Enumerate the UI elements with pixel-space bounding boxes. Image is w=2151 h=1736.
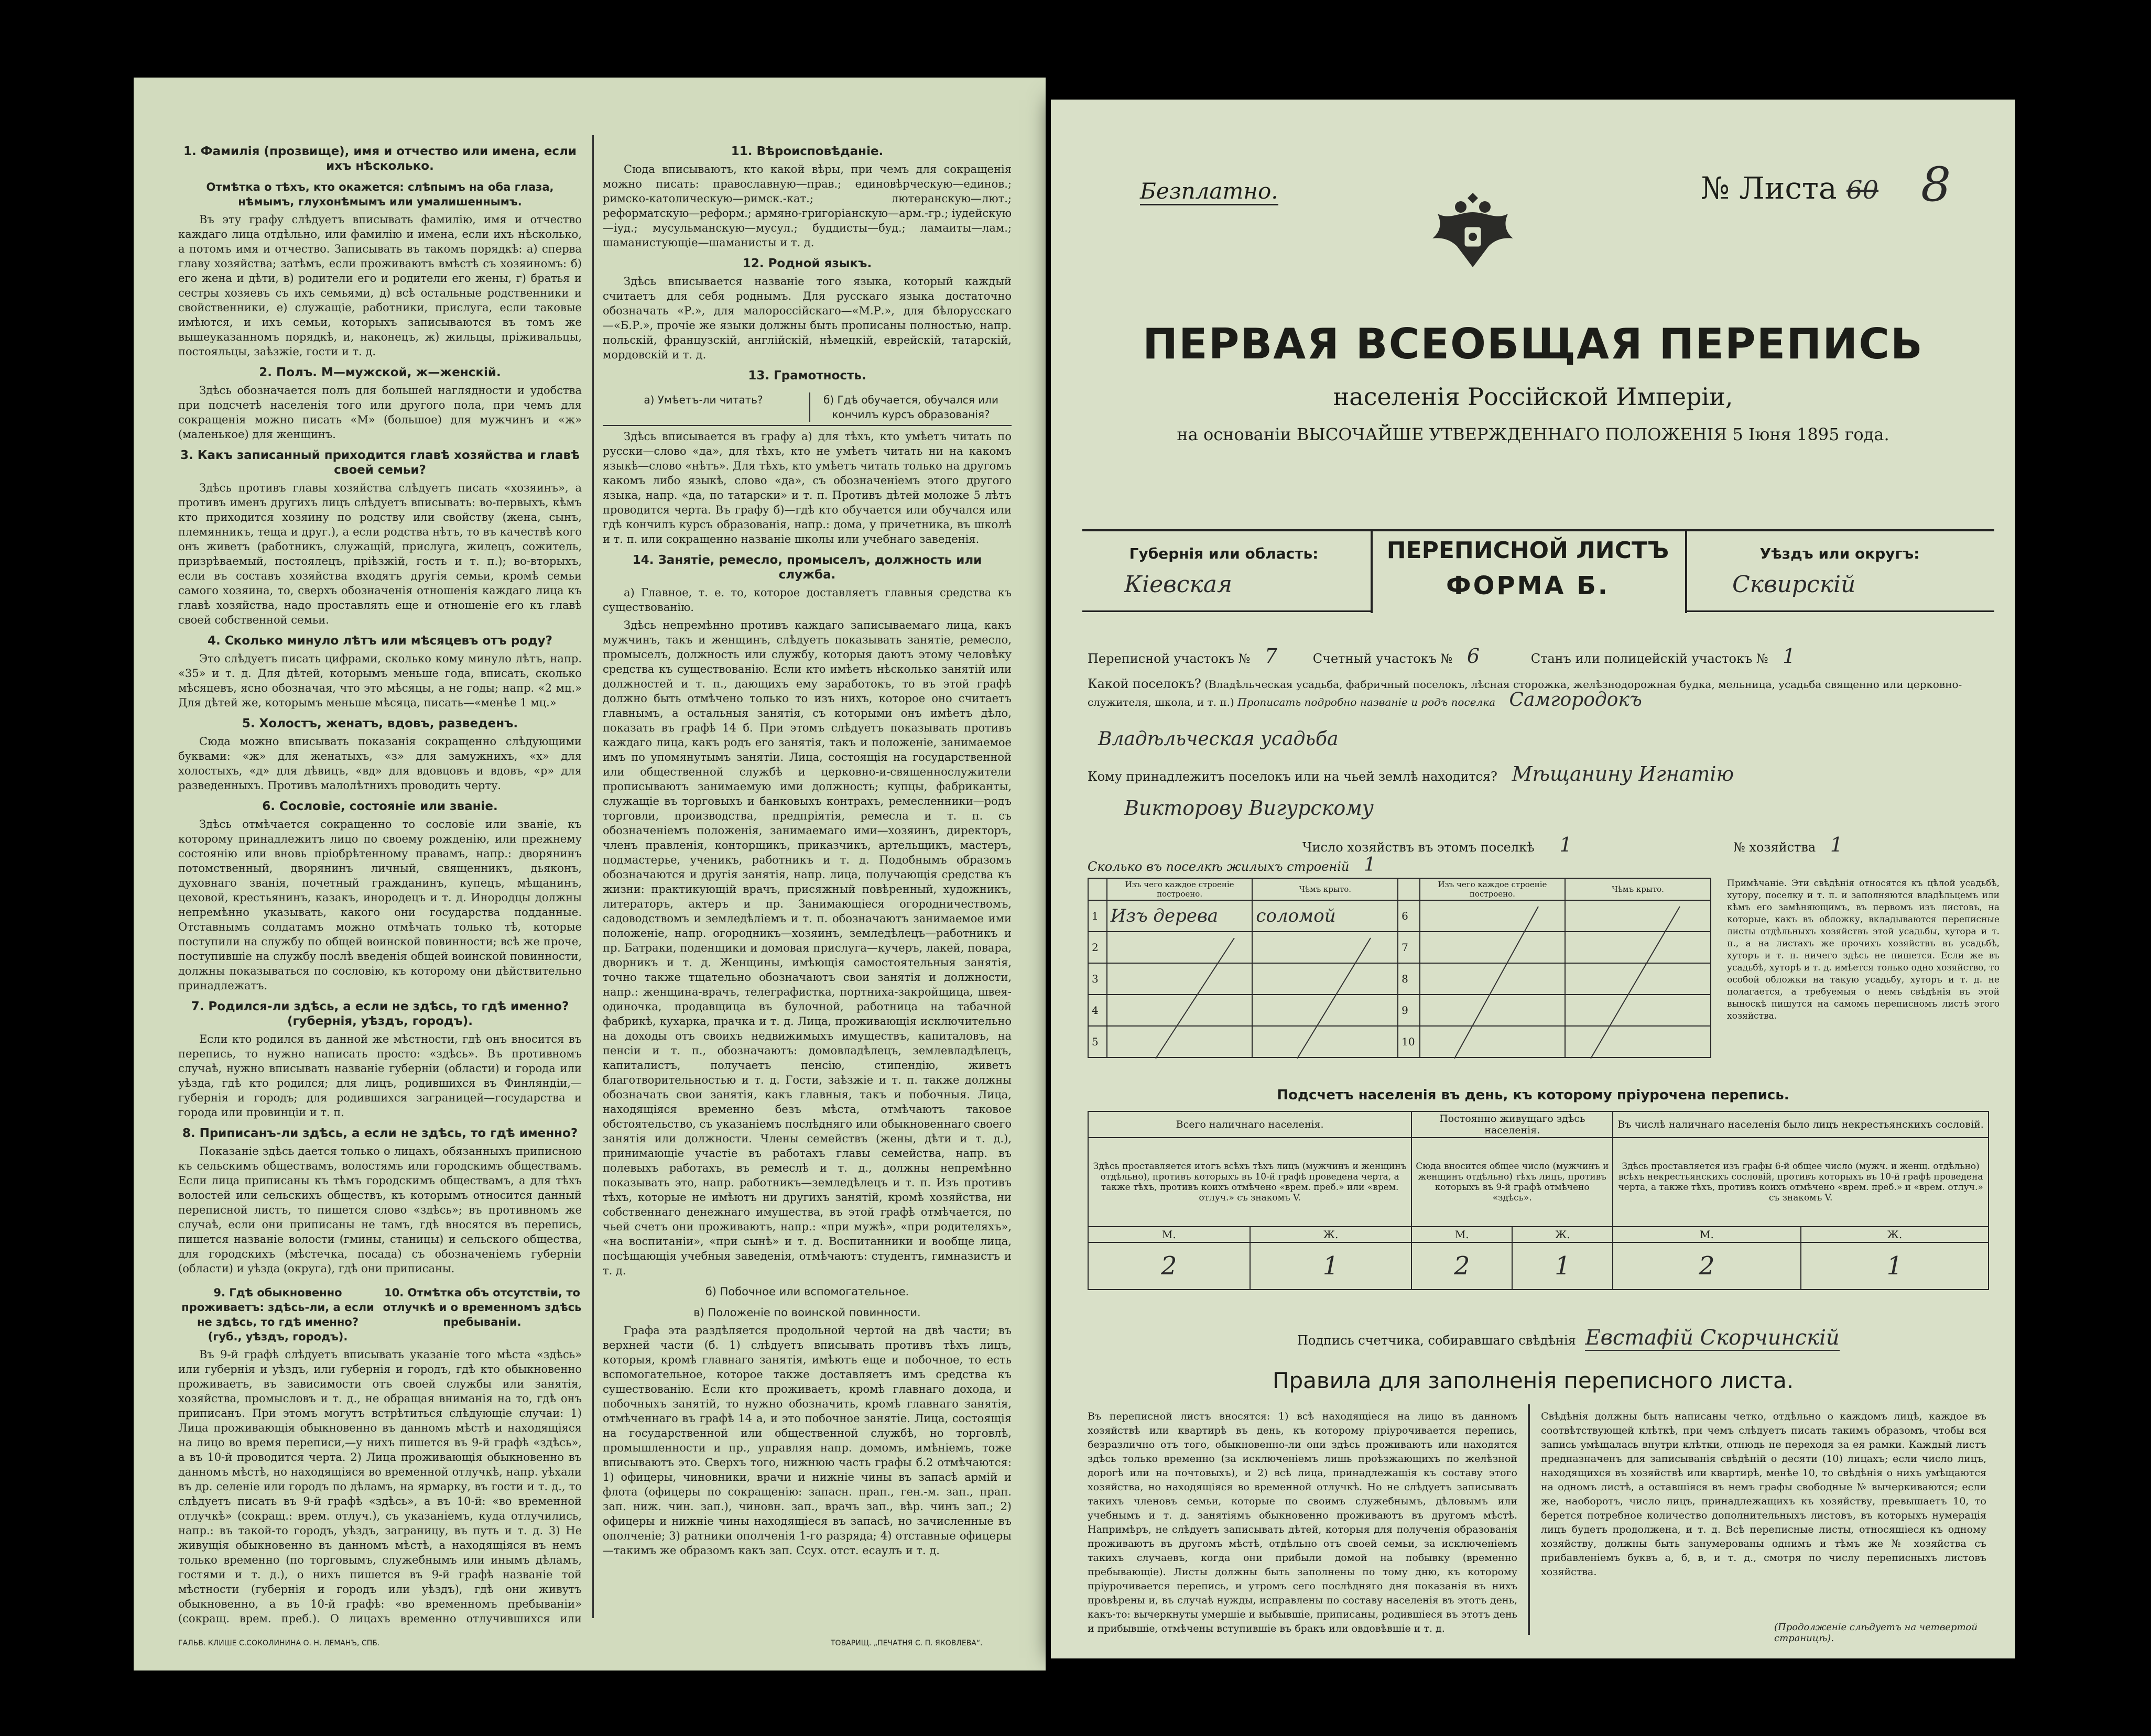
section-14a: а) Главное, т. е. то, которое доставляетъ главныя средства къ существованію. xyxy=(603,586,1012,614)
uezd-label: Уѣздъ или округъ: xyxy=(1759,545,1920,562)
hh-count-row xyxy=(1302,833,1843,856)
section-14-title: 14. Занятіе, ремесло, промыселъ, должность или служба. xyxy=(632,553,982,582)
section-12-text: Здѣсь вписывается названіе того языка, который каждый считаетъ для себя роднымъ. Для русскаго языка достаточно обозначать «Р.», для малороссійскаго—«М.Р.», для бѣлорусскаго—«Б.Р.», прочіе же языки должны быть прописаны полностью, напр. польскій, французскій, англійскій, нѣмецкій, еврейскій, татарскій, мордовскій и т. д. xyxy=(603,275,1012,361)
section-11-title: 11. Вѣроисповѣданіе. xyxy=(731,145,884,158)
buildings-table-header xyxy=(1088,878,1711,900)
buildings-header-roof-right: Чѣмъ крыто. xyxy=(1565,878,1711,900)
section-8-text: Показаніе здѣсь дается только о лицахъ, обязанныхъ приписною къ сельскимъ обществамъ, волостямъ или городскимъ обществамъ. Если лица приписаны къ тѣмъ городскимъ обществамъ, а для тѣхъ волостей или сельскихъ обществъ, къ которымъ относится данный переписной листъ, то пишется слово «здѣсь»; въ противномъ же случаѣ, если они приписаны не тамъ, гдѣ вносятся въ перепись, пишется названіе волости (гмины, станицы) и сельского общества, для городскихъ (мѣстечка, посада) съ обозначеніемъ губерніи (области) и уѣзда (округа), гдѣ они приписаны. xyxy=(178,1145,582,1275)
section-4-text: Это слѣдуетъ писать цифрами, сколько кому минуло лѣтъ, напр. «35» и т. д. Для дѣтей, которымъ меньше года, вписать, сколько мѣсяцевъ, ясно обозначая, что это мѣсяцы, а не годы; напр. «2 мц.» Для дѣтей же, которымъ меньше мѣсяца, писать—«менѣе 1 мц.» xyxy=(178,652,582,709)
column-divider xyxy=(592,135,594,1618)
row-number: 2 xyxy=(1088,932,1107,963)
female-header: Ж. xyxy=(1250,1227,1412,1242)
free-label: Безплатно. xyxy=(1140,178,1278,205)
section-13-title: 13. Грамотность. xyxy=(748,369,866,383)
male-header: М. xyxy=(1613,1227,1800,1242)
stan-label: Станъ или полицейскій участокъ № xyxy=(1530,651,1768,666)
count-desc-nonpeasant: Здѣсь проставляется изъ графы 6-й общее число (мужч. и женщ. отдѣльно) всѣхъ некрестьянскихъ сословій, противъ которыхъ въ 10-й графѣ проведена черта, а также тѣхъ, противъ коихъ отмѣчено «врем. преб.» и «врем. отлуч.» съ знакомъ V. xyxy=(1613,1138,1989,1227)
gubernia-label: Губернія или область: xyxy=(1129,545,1319,562)
poselok-description: (Владѣльческая усадьба, фабричный поселокъ, лѣсная сторожка, желѣзнодорожная будка, мельница, усадьба священно или церковно-служителя, школа, и т. п.) xyxy=(1088,678,1962,708)
poselok-name-value: Самгородокъ xyxy=(1509,689,1642,711)
buildings-value: 1 xyxy=(1364,854,1376,876)
header-divider-right xyxy=(1685,529,1687,613)
right-page xyxy=(1051,100,2015,1658)
imperial-eagle-emblem xyxy=(1428,189,1517,272)
counter-signature-value: Евстафій Скорчинскій xyxy=(1585,1326,1840,1350)
owner-value-2: Викторову Вигурскому xyxy=(1124,796,1374,820)
hh-no-value: 1 xyxy=(1830,833,1843,856)
count-title: Подсчетъ населенія въ день, къ которому пріурочена перепись. xyxy=(1277,1087,1789,1103)
section-13-text: Здѣсь вписывается въ графу а) для тѣхъ, кто умѣетъ читать по русски—слово «да», для тѣхъ, кто не умѣетъ читать ни на какомъ языкѣ—слово «нѣтъ». Для тѣхъ, кто умѣетъ читать только на другомъ какомъ либо языкѣ, слово «да», съ обозначеніемъ этого другого языка, напр. «да, по татарски» и т. п. Противъ дѣтей моложе 5 лѣтъ проводится черта. Въ графу б)—гдѣ кто обучается или обучался или гдѣ кончилъ курсъ образованія, напр.: дома, у причетника, въ школѣ и т. п. или сокращенно названіе школы или учебнаго заведенія. xyxy=(603,430,1012,545)
section-11-text: Сюда вписываютъ, кто какой вѣры, при чемъ для сокращенія можно писать: православную—прав.; единовѣрческую—единов.; римско-католическую—римск.-кат.; лютеранскую—лют.; реформатскую—реформ.; армяно-григоріанскую—арм.-гр.; іудейскую—іуд.; мусульманскую—мусул.; буддисты—буд.; ламаиты—лам.; шаманистующіе—шаманисты и т. д. xyxy=(603,163,1012,249)
buildings-row xyxy=(1088,854,1376,876)
owner-row xyxy=(1088,762,1734,785)
section-13b: б) Гдѣ обучается, обучался или кончилъ курсъ образованія? xyxy=(809,392,1012,422)
row-number: 6 xyxy=(1398,900,1419,932)
total-female: 1 xyxy=(1250,1242,1412,1290)
nonpeasant-female: 1 xyxy=(1801,1242,1989,1290)
hh-no-label: № хозяйства xyxy=(1733,840,1816,855)
census-title: ПЕРВАЯ ВСЕОБЩАЯ ПЕРЕПИСЬ xyxy=(1143,320,1924,368)
count-header-total: Всего наличнаго населенія. xyxy=(1088,1111,1411,1138)
section-10-title: 10. Отмѣтка объ отсутствіи, то отлучкѣ и о временномъ здѣсь пребываніи. xyxy=(383,1286,582,1328)
poselok-kind-value: Владѣльческая усадьба xyxy=(1098,728,1339,750)
count-header-permanent: Постоянно живущаго здѣсь населенія. xyxy=(1411,1111,1613,1138)
section-9-title: 9. Гдѣ обыкновенно проживаетъ: здѣсь-ли, а если не здѣсь, то гдѣ именно? (губ., уѣздъ, городъ). xyxy=(181,1286,374,1343)
gubernia-value: Кіевская xyxy=(1124,571,1233,598)
row-number: 9 xyxy=(1398,995,1419,1026)
poselok-row xyxy=(1088,676,1979,710)
header-rule-top xyxy=(1082,529,1994,531)
buildings-note: Примѣчаніе. Эти свѣдѣнія относятся къ цѣлой усадьбѣ, хутору, поселку и т. п. и заполняются владѣльцемъ или кѣмъ его замѣняющимъ, въ первомъ изъ листовъ, на которые, какъ въ обложку, вкладываются переписные листы отдѣльныхъ хозяйствъ этой усадьбы, хутора и т. п., а на листахъ же прочихъ хозяйствъ въ усадьбѣ, хуторъ и т. п. ничего здѣсь не пишется. Если же въ усадьбѣ, хуторѣ и т. д. имѣется только одно хозяйство, то особой обложки на такую усадьбу, хуторъ и т. д. не полагается, а требуемыя о немъ свѣдѣнія въ этой выноскѣ пишутся на самомъ переписномъ листѣ этого хозяйства. xyxy=(1727,878,2000,1021)
rules-right-column: Свѣдѣнія должны быть написаны четко, отдѣльно о каждомъ лицѣ, каждое въ соотвѣтствующей клѣткѣ, при чемъ слѣдуетъ писать такимъ образомъ, чтобы вся запись умѣщалась внутри клѣтки, отнюдь не переходя за ея рамки. Каждый листъ предназначенъ для записыванія свѣдѣній о десяти (10) лицахъ; если число лицъ, находящихся въ хозяйствѣ или квартирѣ, менѣе 10, то свѣдѣнія о нихъ умѣщаются на одномъ листѣ, а оставшіяся въ немъ графы свободные № вычеркиваются; если же, наоборотъ, число лицъ, принадлежащихъ къ хозяйству, превышаетъ 10, то берется потребное количество дополнительныхъ листовъ, въ которыхъ нумерація лицъ будетъ продолжена, и т. д. Всѣ переписные листы, относящіеся къ одному хозяйству, должны быть занумерованы однимъ и тѣмъ же № хозяйства съ прибавленіемъ буквъ а, б, в, и т. д., смотря по числу переписныхъ листовъ хозяйства. xyxy=(1541,1411,1986,1578)
section-13-subheaders xyxy=(603,386,1012,426)
schetny-value: 6 xyxy=(1466,645,1480,668)
female-header: Ж. xyxy=(1801,1227,1989,1242)
section-6-title: 6. Сословіе, состояніе или званіе. xyxy=(262,800,498,813)
census-subtitle: населенія Россійской Имперіи, xyxy=(1333,383,1733,411)
sheet-number-value: 60 xyxy=(1846,176,1879,205)
female-header: Ж. xyxy=(1512,1227,1613,1242)
header-rule-left xyxy=(1082,610,1371,612)
count-desc-total: Здѣсь проставляется итогъ всѣхъ тѣхъ лицъ (мужчинъ и женщинъ отдѣльно), противъ которыхъ въ 10-й графѣ проведена черта, а также тѣхъ, противъ коихъ отмѣчено «врем. преб.» или «врем. отлуч.» съ знакомъ V. xyxy=(1088,1138,1411,1227)
total-male: 2 xyxy=(1088,1242,1250,1290)
left-page xyxy=(134,78,1046,1671)
count-table-descriptions xyxy=(1088,1138,1989,1227)
section-9-text: Въ 9-й графѣ слѣдуетъ вписывать указаніе того мѣста «здѣсь» или губернія и уѣздъ, или губернія и городъ, гдѣ кто обыкновенно проживаетъ, въ зависимости отъ своей службы или занятія, хозяйства, промысловъ и т. д., не обращая вниманія на то, гдѣ онъ приписанъ. При этомъ могутъ встрѣтиться слѣдующіе случаи: 1) Лица проживающія обыкновенно въ данномъ мѣстѣ и находящіяся на лицо во время переписи,—у нихъ пишется въ 9-й графѣ «здѣсь», а въ 10-й проводится черта. 2) Лица проживающія обыкновенно въ данномъ мѣстѣ, но находящіяся во временной отлучкѣ, напр. уѣхали въ др. селеніе или городъ по дѣламъ, на ярмарку, въ гости и т. д., то слѣдуетъ писать въ 9-й графѣ «здѣсь», а въ 10-й: «во временной отлучкѣ» (сокращ.: врем. отлуч.), съ указаніемъ, куда отлучились, напр.: въ такой-то городъ, уѣздъ, заграницу, въ путь и т. д. 3) Не живущія обыкновенно въ данномъ мѣстѣ, а находящіяся въ немъ только временно (по торговымъ, служебнымъ или инымъ дѣламъ, гостями и т. д.), о нихъ пишется въ 9-й графѣ названіе той мѣстности (губернія и городъ или уѣздъ), гдѣ они живутъ обыкновенно, а въ 10-й графѣ: «во временномъ пребываніи» (сокращ. врем. преб.). О лицахъ временно отлучившихся или xyxy=(178,1348,582,1625)
buildings-strike-lines xyxy=(1088,901,1711,1064)
form-title: ПЕРЕПИСНОЙ ЛИСТЪ xyxy=(1386,537,1669,564)
left-footer-2: ТОВАРИЩ. „ПЕЧАТНЯ С. П. ЯКОВЛЕВА“. xyxy=(831,1639,983,1647)
form-subtitle: ФОРМА Б. xyxy=(1446,571,1610,600)
row-number: 8 xyxy=(1398,963,1419,995)
nonpeasant-male: 2 xyxy=(1613,1242,1800,1290)
count-desc-permanent: Сюда вносится общее число (мужчинъ и женщинъ отдѣльно) тѣхъ лицъ, противъ которыхъ въ 9-й графѣ отмѣчено «здѣсь». xyxy=(1411,1138,1613,1227)
count-sex-headers xyxy=(1088,1227,1989,1242)
owner-value-1: Мѣщанину Игнатію xyxy=(1512,762,1734,785)
uchastok-value: 7 xyxy=(1264,645,1278,668)
section-14b-text: Графа эта раздѣляется продольной чертой на двѣ части; въ верхней части (б. 1) слѣдуетъ вписывать противъ тѣхъ лицъ, которыя, кромѣ главнаго занятія, имѣютъ еще и побочное, то есть вспомогательное, которое также доставляетъ имъ средства къ существованію. Если кто проживаетъ, кромѣ главнаго дохода, и побочныхъ занятій, то нужно обозначить, кромѣ главнаго занятія, отмѣченнаго въ графѣ 14 а, и это побочное занятіе. Лица, состоящія на государственной или общественной службѣ, но торговлѣ, промышленности и пр., управляя напр. домомъ, имѣніемъ, тоже вписываютъ это. Сверхъ того, нижнюю часть графы б.2 отмѣчаются: 1) офицеры, чиновники, врачи и нижніе чины въ запасѣ армій и флота (офицеры по сокращенію: запасн. прап., ген.-м. зап., прап. зап. ниж. чин. зап.), чиновн. зап., врачъ зап., вѣр. чинъ зап.; 2) офицеры и нижніе чины находящіеся въ запасѣ, но зачисленные въ ополченіе; 3) ратники ополченія 1-го разряда; 4) отставные офицеры—такимъ же образомъ какъ зап. Ссух. отст. есаулъ и т. д. xyxy=(603,1324,1012,1557)
section-4-title: 4. Сколько минуло лѣтъ или мѣсяцевъ отъ роду? xyxy=(208,634,552,648)
schetny-label: Счетный участокъ № xyxy=(1312,651,1453,666)
row-number: 7 xyxy=(1398,932,1419,963)
section-14-text: Здѣсь непремѣнно противъ каждаго записываемаго лица, какъ мужчинъ, такъ и женщинъ, слѣдуетъ показывать занятіе, ремесло, промыселъ, должность или службу, которыя даютъ этому человѣку средства къ существованію. Если кто имѣетъ нѣсколько занятій или должностей и т. п., дающихъ ему заработокъ, то въ этой графѣ должно быть отмѣчено только то изъ нихъ, которое оно считаетъ главнымъ, а остальныя занятія, съ которыми онъ имѣетъ дѣло, показать въ графѣ 14 б. При этомъ слѣдуетъ показывать противъ каждаго лица, какъ родъ его занятія, такъ и положеніе, занимаемое имъ по упомянутымъ занятіи. Лица, состоящія на государственной или общественной службѣ и церковно-и-священнослужители прописываютъ занимаемую ими должность; купцы, фабриканты, служащіе въ торговыхъ и банковыхъ контрахъ, ремесленники—родъ торговли, производства, предпріятія, ремесла и т. п. съ обозначеніемъ положенія, занимаемаго ими—хозяинъ, директоръ, членъ правленія, конторщикъ, приказчикъ, артельщикъ, мастеръ, подмастерье, ученикъ, работникъ и т. д. Подобнымъ образомъ обозначаются и другія занятія, напр. лица, получающія средства къ жизни: практикующій врачъ, присяжный повѣренный, художникъ, литераторъ, актеръ и пр. Занимающіеся огородничествомъ, садоводствомъ и земледѣліемъ и т. п. обозначаютъ занимаемое ими положеніе, напр. огородникъ—хозяинъ, земледѣлецъ—работникъ и пр. Батраки, поденщики и домовая прислуга—кучеръ, лакей, повара, дворникъ и т. д. Женщины, имѣющія самостоятельныя занятія, точно также тщательно обозначаютъ свои занятія и должности, напр.: женщина-врачъ, телеграфистка, портниха-закройщица, швея-одиночка, продавщица въ булочной, работница на табачной фабрикѣ, кухарка, прачка и т. д. Лица, проживающія исключительно на доходы отъ своихъ недвижимыхъ имуществъ, капиталовъ, на пенсіи и т. п., обозначаютъ: домовладѣлецъ, землевладѣлецъ, капиталистъ, получаетъ пенсію, стипендію, живетъ благотворительностью и т. д. Гости, заѣзжіе и т. п. также должны обозначать свои занятія, какъ главныя, такъ и побочныя. Лица, находящіяся временно безъ мѣста, отмѣчаютъ таковое обстоятельство, съ указаніемъ послѣдняго или обыкновеннаго своего занятія или должности. Члены семействъ (жены, дѣти и т. д.), принимающіе участіе въ работахъ главы семейства, напр. въ полевыхъ работахъ, въ ремеслѣ и т. д., должны непремѣнно показывать это, напр. работникъ—земледѣлецъ и т. п. Изъ противъ тѣхъ, которые не имѣютъ ни другихъ занятій, кромѣ хозяйства, ни собственнаго денежнаго имущества, въ этой графѣ отмѣчается, по чьей счетъ они проживаютъ, напр.: «при мужѣ», «при родителяхъ», «на воспитаніи», «при сынѣ» и т. д. Воспитанники и вообще лица, посѣщающія учебныя заведенія, отмѣчаютъ: студентъ, гимназистъ и т. д. xyxy=(603,619,1012,1277)
uezd-value: Сквирскій xyxy=(1732,571,1856,598)
section-5-text: Сюда можно вписывать показанія сокращенно слѣдующими буквами: «ж» для женатыхъ, «з» для замужнихъ, «х» для холостыхъ, «д» для дѣвицъ, «вд» для вдовцовъ и вдовъ, «р» для разведенныхъ. Противъ малолѣтнихъ проводить черту. xyxy=(178,735,582,792)
count-table-headers xyxy=(1088,1111,1989,1138)
counter-signature-label: Подпись счетчика, собиравшаго свѣдѣнія xyxy=(1297,1333,1576,1348)
counter-signature-row xyxy=(1297,1326,1840,1350)
section-6-text: Здѣсь отмѣчается сокращенно то сословіе или званіе, къ которому принадлежитъ лицо по своему рожденію, или прежнему состоянію или вновь пріобрѣтенному правамъ, напр.: дворянинъ потомственный, дворянинъ личный, священникъ, дьяконъ, духовнаго званія, почетный гражданинъ, купецъ, мѣщанинъ, цеховой, крестьянинъ, казакъ, инородецъ и т. д. Инородцы должны непремѣнно указывать, какого они государства подданные. Отставнымъ солдатамъ можно отмѣчать только тѣ, которые поступили на службу по общей воинской повинности; всѣ же проче, поступившіе на службу послѣ введенія общей воинской повинности, должны показываться по сословію, къ которому они дѣйствительно принадлежатъ. xyxy=(178,818,582,992)
stan-value: 1 xyxy=(1783,645,1796,668)
section-14c-title: в) Положеніе по воинской повинности. xyxy=(693,1306,921,1319)
section-1-title: 1. Фамилія (прозвище), имя и отчество или имена, если ихъ нѣсколько. xyxy=(183,145,577,173)
row-number: 1 xyxy=(1088,900,1107,932)
left-column-2 xyxy=(603,138,1012,1626)
count-header-nonpeasant: Въ числѣ наличнаго населенія было лицъ некрестьянскихъ сословій. xyxy=(1613,1111,1989,1138)
section-5-title: 5. Холостъ, женатъ, вдовъ, разведенъ. xyxy=(242,717,518,730)
section-7-text: Если кто родился въ данной же мѣстности, гдѣ онъ вносится въ перепись, то нужно написать просто: «здѣсь». Въ противномъ случаѣ, нужно вписывать названіе губерніи (области) и города или уѣзда, гдѣ кто родился; для лицъ, родившихся въ Финляндіи,—губернія и городъ; для родившихся заграницей—государства и города или провинціи и т. п. xyxy=(178,1033,582,1119)
section-8-title: 8. Приписанъ-ли здѣсь, а если не здѣсь, то гдѣ именно? xyxy=(182,1127,578,1140)
continued-note: (Продолженіе слѣдуетъ на четвертой страницѣ). xyxy=(1774,1622,1978,1644)
row-number: 10 xyxy=(1398,1026,1419,1057)
row-number: 4 xyxy=(1088,995,1107,1026)
rules-divider xyxy=(1528,1404,1530,1635)
hh-count-value: 1 xyxy=(1559,833,1572,856)
sheet-number xyxy=(1701,170,1878,206)
hh-count-label: Число хозяйствъ въ этомъ поселкѣ xyxy=(1302,840,1535,855)
left-column-1 xyxy=(178,138,582,1626)
section-3-text: Здѣсь противъ главы хозяйства слѣдуетъ писать «хозяинъ», а противъ именъ другихъ лицъ слѣдуетъ вписывать: во-первыхъ, кѣмъ кто приходится хозяину по родству или свойству (жена, сынъ, племянникъ, теща и друг.), а если родства нѣтъ, то въ качествѣ кого онъ живетъ (работникъ, служащій, прислуга, жилецъ, сожитель, призрѣваемый, постоялецъ, пріѣзжій, гость и т. п.); во-вторыхъ, если въ составъ хозяйства входятъ другія семьи, кромѣ семьи самого хозяина, то, сверхъ обозначенія отношенія каждаго лица къ главѣ хозяйства, надо проставлять еще и отношеніе его къ главѣ своей собственной семьи. xyxy=(178,482,582,626)
section-12-title: 12. Родной языкъ. xyxy=(742,257,872,270)
census-basis: на основаніи ВЫСОЧАЙШЕ УТВЕРЖДЕННАГО ПОЛОЖЕНІЯ 5 Іюня 1895 года. xyxy=(1177,424,1889,444)
header-divider-left xyxy=(1371,529,1373,613)
count-values-row xyxy=(1088,1242,1989,1290)
header-rule-right xyxy=(1687,610,1994,612)
row-number: 5 xyxy=(1088,1026,1107,1057)
building-material: Изъ дерева xyxy=(1107,900,1253,932)
permanent-male: 2 xyxy=(1411,1242,1512,1290)
section-13a: а) Умѣетъ-ли читать? xyxy=(644,394,763,406)
section-2-title: 2. Полъ. М—мужской, ж—женскій. xyxy=(259,366,501,379)
corner-handwritten-number: 8 xyxy=(1921,157,1951,212)
section-1-text: Въ эту графу слѣдуетъ вписывать фамилію, имя и отчество каждаго лица отдѣльно, или фамилію и имена, если ихъ нѣсколько, а потомъ имя и отчество. Записывать въ такомъ порядкѣ: а) сперва главу хозяйства; затѣмъ, если проживаютъ вмѣстѣ съ хозяиномъ: б) его жена и дѣти, в) родители его и родители его жены, г) братья и сестры хозяевъ съ ихъ семьями, д) всѣ остальные родственники и свойственники, е) служащіе, работники, прислуга, если таковые имѣются, и ихъ семьи, которыхъ записываются въ томъ же вышеуказанномъ порядкѣ, и, наконецъ, ж) жильцы, пріживальцы, постояльцы, заѣзжіе, гости и т. д. xyxy=(178,213,582,358)
buildings-header-material-left: Изъ чего каждое строеніе построено. xyxy=(1107,878,1253,900)
section-1-subtitle: Отмѣтка о тѣхъ, кто окажется: слѣпымъ на оба глаза, нѣмымъ, глухонѣмымъ или умалишеннымъ. xyxy=(206,181,554,208)
section-14b-title: б) Побочное или вспомогательное. xyxy=(705,1285,909,1298)
population-count-table xyxy=(1088,1111,1989,1290)
buildings-header-material-right: Изъ чего каждое строеніе построено. xyxy=(1420,878,1566,900)
poselok-label: Какой поселокъ? xyxy=(1088,676,1201,691)
buildings-header-roof-left: Чѣмъ крыто. xyxy=(1252,878,1398,900)
buildings-label: Сколько въ поселкѣ жилыхъ строеній xyxy=(1088,859,1350,874)
male-header: М. xyxy=(1088,1227,1250,1242)
section-9-10-headers xyxy=(178,1279,582,1347)
uchastok-row xyxy=(1088,645,1795,668)
permanent-female: 1 xyxy=(1512,1242,1613,1290)
rules-title: Правила для заполненія переписного листа. xyxy=(1272,1368,1794,1393)
building-roof: соломой xyxy=(1252,900,1398,932)
section-7-title: 7. Родился-ли здѣсь, а если не здѣсь, то гдѣ именно? (губернія, уѣздъ, городъ). xyxy=(191,1000,569,1028)
rules-left-column: Въ переписной листъ вносятся: 1) всѣ находящіеся на лицо въ данномъ хозяйствѣ или квартирѣ въ день, къ которому пріурочивается перепись, безразлично отъ того, обыкновенно-ли они здѣсь проживаютъ или находятся здѣсь только временно (за исключеніемъ лишь проѣзжающихъ по желѣзной дорогѣ или на почтовыхъ), и 2) всѣ лица, принадлежащія къ составу этого хозяйства, но находящіяся во временной отлучкѣ. Но не слѣдуетъ записывать такихъ членовъ семьи, которые по своимъ служебнымъ, дѣловымъ или учебнымъ и т. д. занятіямъ обыкновенно проживаютъ въ другомъ мѣстѣ. Напримѣръ, не слѣдуетъ записывать дѣтей, которыя для полученія образованія проживаютъ въ другомъ мѣстѣ, отдѣльно отъ своей семьи, за исключеніемъ такихъ случаевъ, когда они прибыли домой на побывку (временно пребывающіе). Листы должны быть заполнены по тому дню, къ которому пріурочивается перепись, и утромъ сего послѣдняго дня показанія въ нихъ провѣрены и, въ случаѣ нужды, исправлены по составу населенія въ этотъ день, какъ-то: вычеркнуты умершіе и выбывшіе, приписаны, родившіеся въ этотъ день и прибывшіе, отмѣчены вступившіе въ бракъ или овдовѣвшіе и т. д. xyxy=(1088,1411,1517,1634)
owner-label: Кому принадлежитъ поселокъ или на чьей землѣ находится? xyxy=(1088,769,1497,784)
row-number: 3 xyxy=(1088,963,1107,995)
section-3-title: 3. Какъ записанный приходится главѣ хозяйства и главѣ своей семьи? xyxy=(180,449,580,477)
sheet-number-label: № Листа xyxy=(1701,170,1837,206)
left-footer-1: ГАЛЬВ. КЛИШЕ С.СОКОЛИНИНА О. Н. ЛЕМАНЪ, СПБ. xyxy=(178,1639,380,1647)
uchastok-label: Переписной участокъ № xyxy=(1088,651,1251,666)
section-2-text: Здѣсь обозначается полъ для большей наглядности и удобства при подсчетѣ населенія того или другого пола, при чемъ для сокращенія можно писать «М» (большое) для мужчинъ и «ж» (маленькое) для женщинъ. xyxy=(178,384,582,441)
male-header: М. xyxy=(1411,1227,1512,1242)
poselok-name-label: Прописать подробно названіе и родъ поселка xyxy=(1237,696,1496,708)
